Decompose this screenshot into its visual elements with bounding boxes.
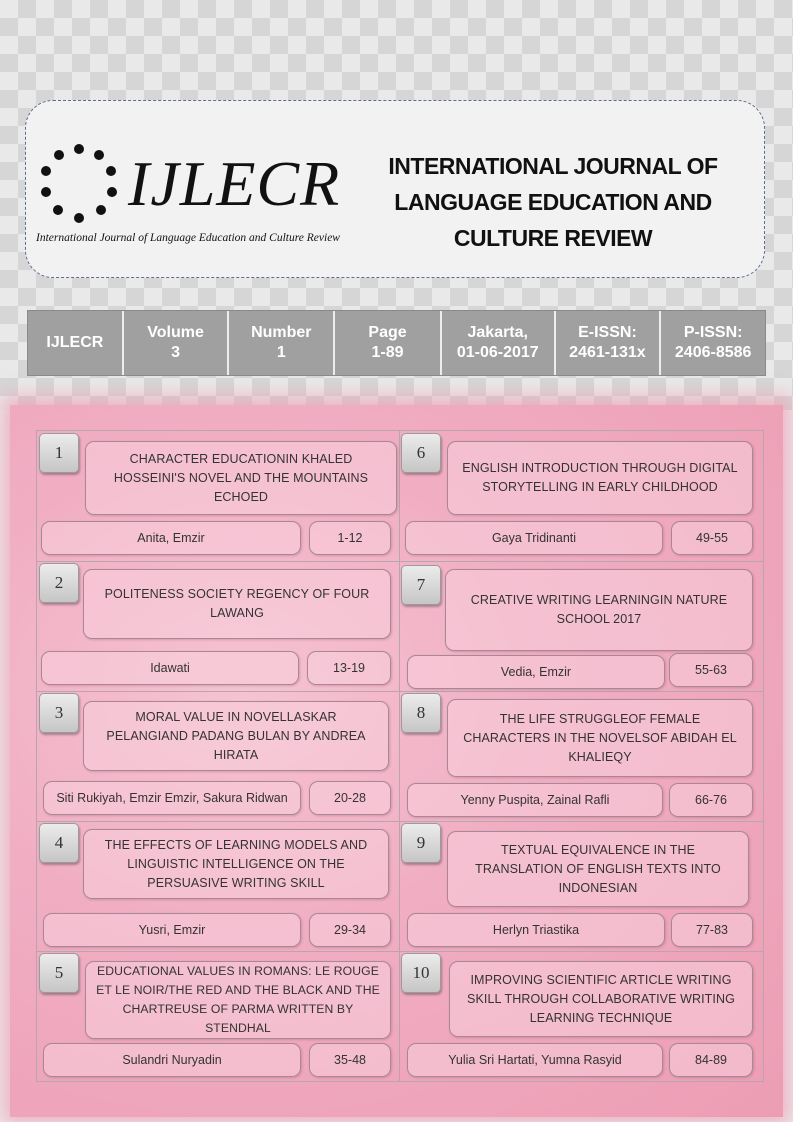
info-label: Jakarta,: [467, 324, 528, 341]
article-title[interactable]: CREATIVE WRITING LEARNINGIN NATURE SCHOOL 2017: [445, 569, 753, 651]
article-number: 5: [39, 953, 79, 993]
grid-divider: [399, 431, 400, 1081]
grid-divider: [37, 821, 763, 822]
article-title[interactable]: TEXTUAL EQUIVALENCE IN THE TRANSLATION OF ENGLISH TEXTS INTO INDONESIAN: [447, 831, 749, 907]
info-value: 3: [171, 344, 181, 361]
article-number: 8: [401, 693, 441, 733]
article-title[interactable]: THE LIFE STRUGGLEOF FEMALE CHARACTERS IN THE NOVELSOF ABIDAH EL KHALIEQY: [447, 699, 753, 777]
info-value: 2461-131x: [569, 344, 646, 361]
article-authors: Vedia, Emzir: [407, 655, 665, 689]
dot-ring-icon: [36, 140, 122, 226]
article-authors: Yusri, Emzir: [43, 913, 301, 947]
info-label: Number: [251, 324, 312, 341]
article-title[interactable]: ENGLISH INTRODUCTION THROUGH DIGITAL STORYTELLING IN EARLY CHILDHOOD: [447, 441, 753, 515]
article-title[interactable]: CHARACTER EDUCATIONIN KHALED HOSSEINI'S NOVEL AND THE MOUNTAINS ECHOED: [85, 441, 397, 515]
article-pages: 84-89: [669, 1043, 753, 1077]
article-title[interactable]: THE EFFECTS OF LEARNING MODELS AND LINGUISTIC INTELLIGENCE ON THE PERSUASIVE WRITING SKILL: [83, 829, 389, 899]
article-title[interactable]: MORAL VALUE IN NOVELLASKAR PELANGIAND PADANG BULAN BY ANDREA HIRATA: [83, 701, 389, 771]
article-pages: 55-63: [669, 653, 753, 687]
article-pages: 49-55: [671, 521, 753, 555]
info-label: IJLECR: [46, 334, 104, 351]
table-of-contents: [36, 430, 764, 1082]
info-label: E-ISSN:: [578, 324, 637, 341]
article-authors: Yulia Sri Hartati, Yumna Rasyid: [407, 1043, 663, 1077]
article-authors: Yenny Puspita, Zainal Rafli: [407, 783, 663, 817]
article-number: 4: [39, 823, 79, 863]
grid-divider: [37, 691, 763, 692]
info-cell-page: [335, 311, 442, 375]
info-value: 1: [276, 344, 286, 361]
info-cell-number: [229, 311, 335, 375]
article-number: 9: [401, 823, 441, 863]
article-authors: Anita, Emzir: [41, 521, 301, 555]
grid-divider: [37, 561, 763, 562]
grid-divider: [37, 951, 763, 952]
info-cell-journal: [28, 311, 124, 375]
info-cell-eissn: [556, 311, 662, 375]
article-authors: Sulandri Nuryadin: [43, 1043, 301, 1077]
article-pages: 13-19: [307, 651, 391, 685]
logo-text: IJLECR: [128, 148, 341, 219]
journal-logo: [36, 140, 356, 255]
logo-subtitle: International Journal of Language Education and Culture Review: [36, 232, 340, 244]
info-value: 2406-8586: [674, 344, 752, 361]
info-value: 1-89: [371, 344, 404, 361]
article-authors: Siti Rukiyah, Emzir Emzir, Sakura Ridwan: [43, 781, 301, 815]
article-pages: 20-28: [309, 781, 391, 815]
article-pages: 1-12: [309, 521, 391, 555]
info-label: Volume: [147, 324, 204, 341]
issue-info-table: [27, 310, 766, 376]
info-cell-volume: [124, 311, 230, 375]
info-label: P-ISSN:: [683, 324, 743, 341]
article-number: 3: [39, 693, 79, 733]
article-pages: 77-83: [671, 913, 753, 947]
info-cell-pissn: [661, 311, 765, 375]
info-label: Page: [368, 324, 407, 341]
article-authors: Idawati: [41, 651, 299, 685]
article-title[interactable]: EDUCATIONAL VALUES IN ROMANS: LE ROUGE ET LE NOIR/THE RED AND THE BLACK AND THE CHARTREUSE OF PARMA WRITTEN BY STENDHAL: [85, 961, 391, 1039]
journal-title: INTERNATIONAL JOURNAL OF LANGUAGE EDUCATION AND CULTURE REVIEW: [388, 153, 718, 251]
article-number: 10: [401, 953, 441, 993]
article-pages: 29-34: [309, 913, 391, 947]
article-number: 1: [39, 433, 79, 473]
info-value: 01-06-2017: [456, 344, 539, 361]
article-number: 2: [39, 563, 79, 603]
article-number: 6: [401, 433, 441, 473]
article-number: 7: [401, 565, 441, 605]
article-title[interactable]: POLITENESS SOCIETY REGENCY OF FOUR LAWANG: [83, 569, 391, 639]
article-authors: Herlyn Triastika: [407, 913, 665, 947]
article-title[interactable]: IMPROVING SCIENTIFIC ARTICLE WRITING SKILL THROUGH COLLABORATIVE WRITING LEARNING TECHNIQUE: [449, 961, 753, 1037]
article-pages: 66-76: [669, 783, 753, 817]
article-authors: Gaya Tridinanti: [405, 521, 663, 555]
article-pages: 35-48: [309, 1043, 391, 1077]
info-cell-date: [442, 311, 556, 375]
